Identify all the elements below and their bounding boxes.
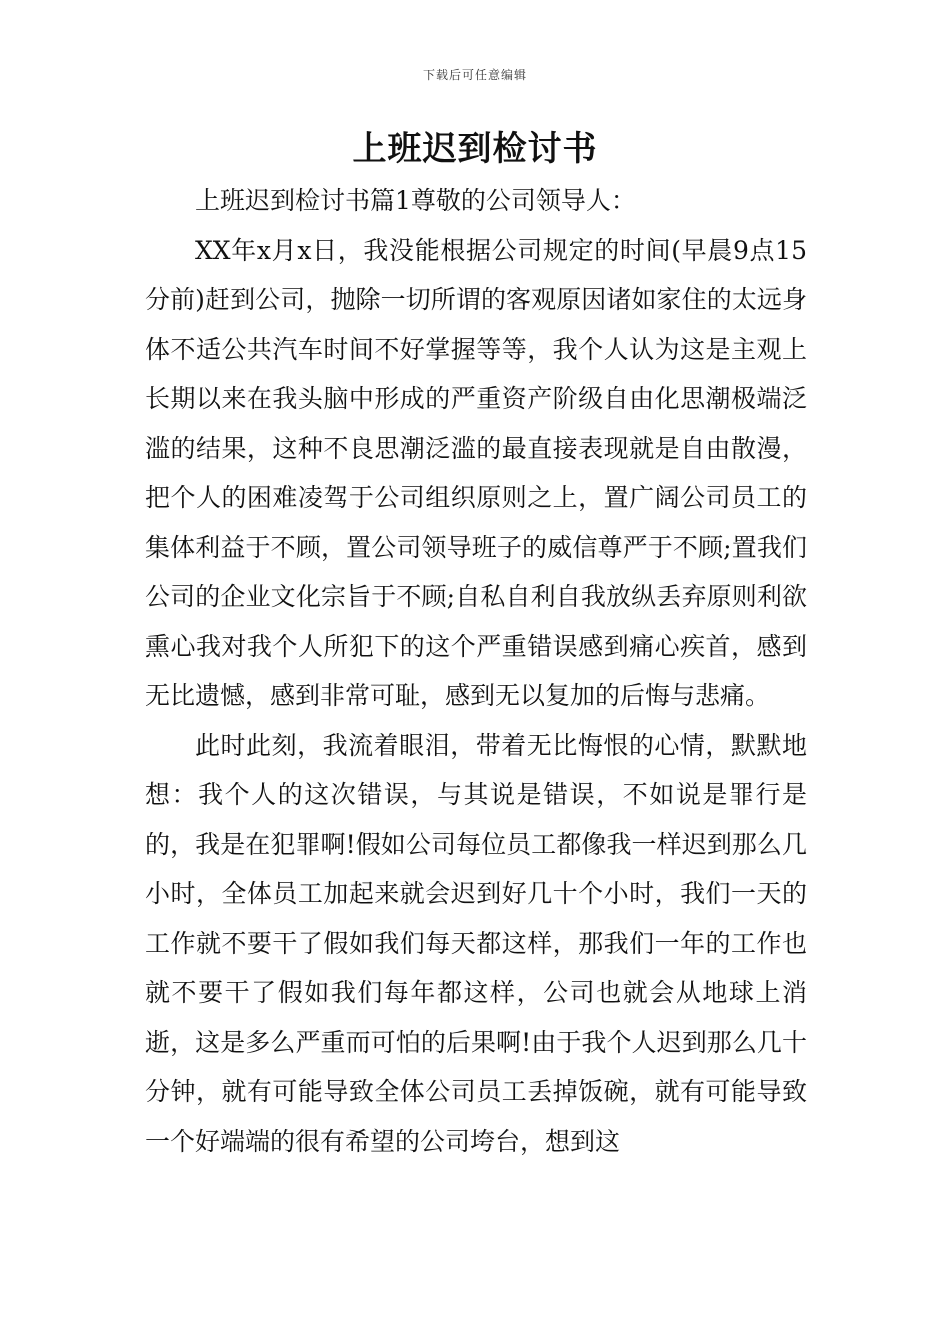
document-body: [145, 176, 807, 1166]
paragraph-2: 此时此刻，我流着眼泪，带着无比悔恨的心情，默默地想：我个人的这次错误，与其说是错误，不如说是罪行是的，我是在犯罪啊!假如公司每位员工都像我一样迟到那么几小时，全体员工加起来就会迟到好几十个小时，我们一天的工作就不要干了假如我们每天都这样，那我们一年的工作也就不要干了假如我们每年都这样，公司也就会从地球上消逝，这是多么严重而可怕的后果啊!由于我个人迟到那么几十分钟，就有可能导致全体公司员工丢掉饭碗，就有可能导致一个好端端的很有希望的公司垮台，想到这: [145, 730, 807, 1156]
paragraph-1: XX年x月x日，我没能根据公司规定的时间(早晨9点15分前)赶到公司，抛除一切所谓的客观原因诸如家住的太远身体不适公共汽车时间不好掌握等等，我个人认为这是主观上长期以来在我头脑中形成的严重资产阶级自由化思潮极端泛滥的结果，这种不良思潮泛滥的最直接表现就是自由散漫，把个人的困难凌驾于公司组织原则之上，置广阔公司员工的集体利益于不顾，置公司领导班子的威信尊严于不顾;置我们公司的企业文化宗旨于不顾;自私自利自我放纵丢弃原则利欲熏心我对我个人所犯下的这个严重错误感到痛心疾首，感到无比遗憾，感到非常可耻，感到无以复加的后悔与悲痛。: [145, 235, 807, 710]
paragraph-intro: 上班迟到检讨书篇1尊敬的公司领导人：: [195, 186, 636, 215]
header-note: 下载后可任意编辑: [422, 68, 527, 82]
document-title: 上班迟到检讨书: [352, 129, 598, 169]
